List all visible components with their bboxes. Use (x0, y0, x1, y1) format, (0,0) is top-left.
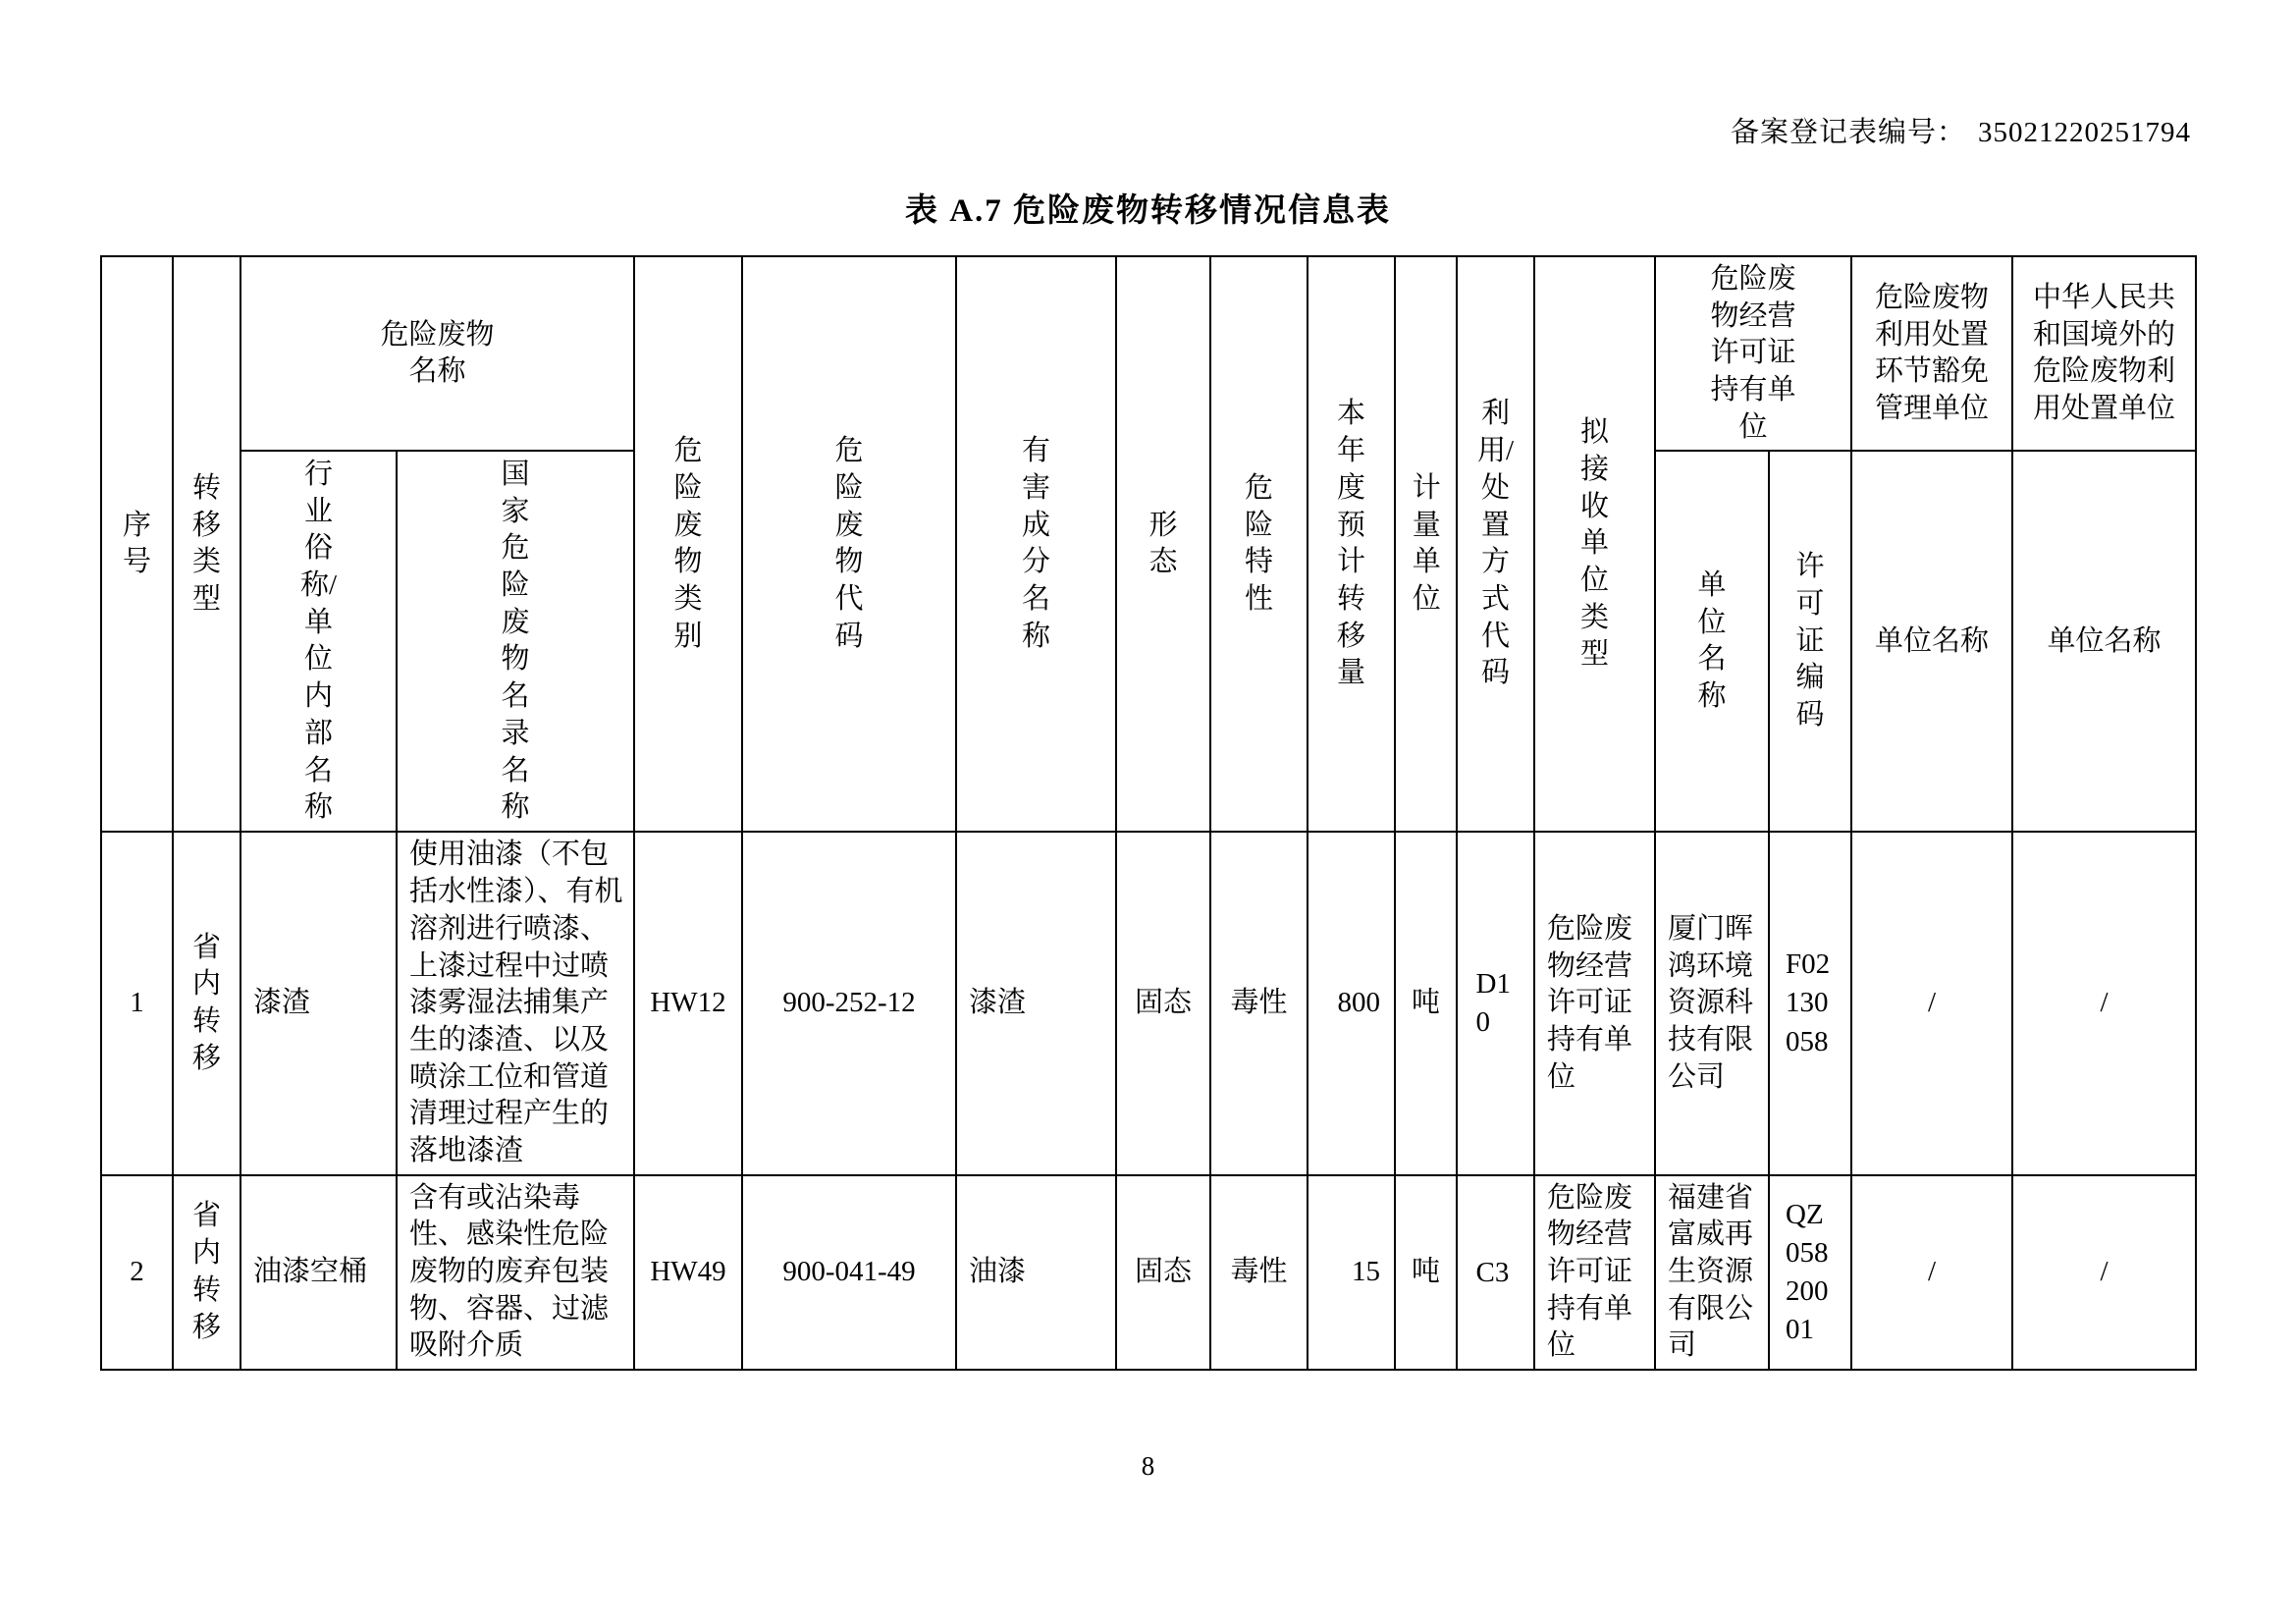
cell-license-holder-name: 厦门晖鸿环境资源科技有限公司 (1655, 832, 1769, 1174)
header-national-catalog-name (397, 451, 634, 832)
cell-transfer-type (173, 1175, 240, 1370)
header-overseas-group-label: 中华人民共和国境外的危险废物利用处置单位 (2033, 281, 2176, 424)
cell-disposal-method-code-text: D10 (1475, 967, 1511, 1039)
cell-license-number-text: F02130058 (1786, 948, 1831, 1057)
cell-form: 固态 (1116, 1175, 1210, 1370)
cell-overseas-unit-name: / (2012, 1175, 2196, 1370)
cell-transfer-type-text: 省内转移 (191, 931, 221, 1074)
header-industry-name (240, 451, 397, 832)
header-exemption-unit-name (1851, 451, 2012, 832)
cell-waste-category: HW49 (634, 1175, 742, 1370)
header-overseas-group (2012, 256, 2196, 451)
header-national-catalog-name-label: 国家危险废物名录名称 (501, 459, 530, 824)
cell-disposal-method-code-text: C3 (1475, 1256, 1510, 1288)
cell-transfer-type (173, 832, 240, 1174)
cell-receiver-type: 危险废物经营许可证持有单位 (1534, 1175, 1655, 1370)
cell-annual-transfer: 800 (1308, 832, 1395, 1174)
page-number: 8 (1141, 1451, 1155, 1481)
header-license-holder-name-label: 单位名称 (1697, 569, 1727, 713)
header-transfer-type-label: 转移类型 (191, 471, 221, 615)
cell-disposal-method-code (1457, 832, 1534, 1174)
header-transfer-type (173, 256, 240, 832)
cell-form: 固态 (1116, 832, 1210, 1174)
cell-waste-code: 900-252-12 (742, 832, 956, 1174)
header-harmful-component-label: 有害成分名称 (1022, 435, 1051, 652)
header-serial-label: 序号 (122, 509, 151, 578)
header-hazard-property (1210, 256, 1308, 832)
header-exemption-group (1851, 256, 2012, 451)
header-waste-name-group-label: 危险废物名称 (380, 318, 495, 388)
header-disposal-method-code-label: 利用/处置方式代码 (1476, 398, 1515, 689)
header-license-number (1769, 451, 1851, 832)
cell-receiver-type: 危险废物经营许可证持有单位 (1534, 832, 1655, 1174)
cell-disposal-method-code (1457, 1175, 1534, 1370)
table-row (101, 832, 2196, 1174)
cell-industry-name: 漆渣 (240, 832, 397, 1174)
header-hazard-property-label: 危险特性 (1245, 471, 1274, 615)
header-annual-transfer (1308, 256, 1395, 832)
header-exemption-group-label: 危险废物利用处置环节豁免管理单位 (1875, 281, 1990, 424)
registration-number-line (1731, 110, 2191, 150)
header-exemption-unit-name-label: 单位名称 (1875, 624, 1990, 657)
header-license-holder-group-label: 危险废物经营许可证持有单位 (1710, 263, 1796, 443)
cell-hazard-property: 毒性 (1210, 1175, 1308, 1370)
cell-national-catalog-name: 使用油漆（不包括水性漆）、有机溶剂进行喷漆、上漆过程中过喷漆雾湿法捕集产生的漆渣、以及喷涂工位和管道清理过程产生的落地漆渣 (397, 832, 634, 1174)
cell-national-catalog-name: 含有或沾染毒性、感染性危险废物的废弃包装物、容器、过滤吸附介质 (397, 1175, 634, 1370)
cell-exemption-unit-name: / (1851, 1175, 2012, 1370)
cell-license-holder-name: 福建省富威再生资源有限公司 (1655, 1175, 1769, 1370)
cell-exemption-unit-name: / (1851, 832, 2012, 1174)
cell-measure-unit: 吨 (1395, 1175, 1457, 1370)
cell-license-number (1769, 832, 1851, 1174)
header-serial (101, 256, 173, 832)
header-harmful-component (956, 256, 1116, 832)
header-form-label: 形态 (1148, 509, 1178, 578)
registration-value: 35021220251794 (1978, 117, 2191, 148)
table-row (101, 1175, 2196, 1370)
header-license-number-label: 许可证编码 (1795, 551, 1825, 731)
cell-serial: 1 (101, 832, 173, 1174)
header-disposal-method-code (1457, 256, 1534, 832)
cell-serial: 2 (101, 1175, 173, 1370)
cell-transfer-type-text: 省内转移 (191, 1200, 221, 1343)
header-row-top (101, 256, 2196, 451)
cell-harmful-component: 油漆 (956, 1175, 1116, 1370)
cell-overseas-unit-name: / (2012, 832, 2196, 1174)
cell-measure-unit: 吨 (1395, 832, 1457, 1174)
header-receiver-type-label: 拟接收单位类型 (1580, 416, 1610, 671)
hazardous-waste-transfer-table (100, 255, 2197, 1371)
header-receiver-type (1534, 256, 1655, 832)
header-measure-unit (1395, 256, 1457, 832)
header-waste-code-label: 危险废物代码 (834, 435, 864, 652)
page-title: 表 A.7 危险废物转移情况信息表 (904, 193, 1392, 229)
cell-industry-name: 油漆空桶 (240, 1175, 397, 1370)
header-waste-code (742, 256, 956, 832)
header-license-holder-group (1655, 256, 1851, 451)
header-license-holder-name (1655, 451, 1769, 832)
header-waste-category (634, 256, 742, 832)
cell-waste-code: 900-041-49 (742, 1175, 956, 1370)
registration-label: 备案登记表编号： (1730, 117, 1966, 148)
cell-license-number (1769, 1175, 1851, 1370)
header-overseas-unit-name-label: 单位名称 (2047, 624, 2162, 657)
header-waste-category-label: 危险废物类别 (673, 435, 703, 652)
cell-hazard-property: 毒性 (1210, 832, 1308, 1174)
header-overseas-unit-name (2012, 451, 2196, 832)
header-industry-name-label: 行业俗称/单位内部名称 (299, 459, 338, 824)
cell-annual-transfer: 15 (1308, 1175, 1395, 1370)
cell-waste-category: HW12 (634, 832, 742, 1174)
header-annual-transfer-label: 本年度预计转移量 (1337, 398, 1366, 689)
cell-license-number-text: QZ05820001 (1786, 1198, 1829, 1345)
cell-harmful-component: 漆渣 (956, 832, 1116, 1174)
header-waste-name-group (240, 256, 634, 451)
header-measure-unit-label: 计量单位 (1412, 471, 1441, 615)
header-form (1116, 256, 1210, 832)
